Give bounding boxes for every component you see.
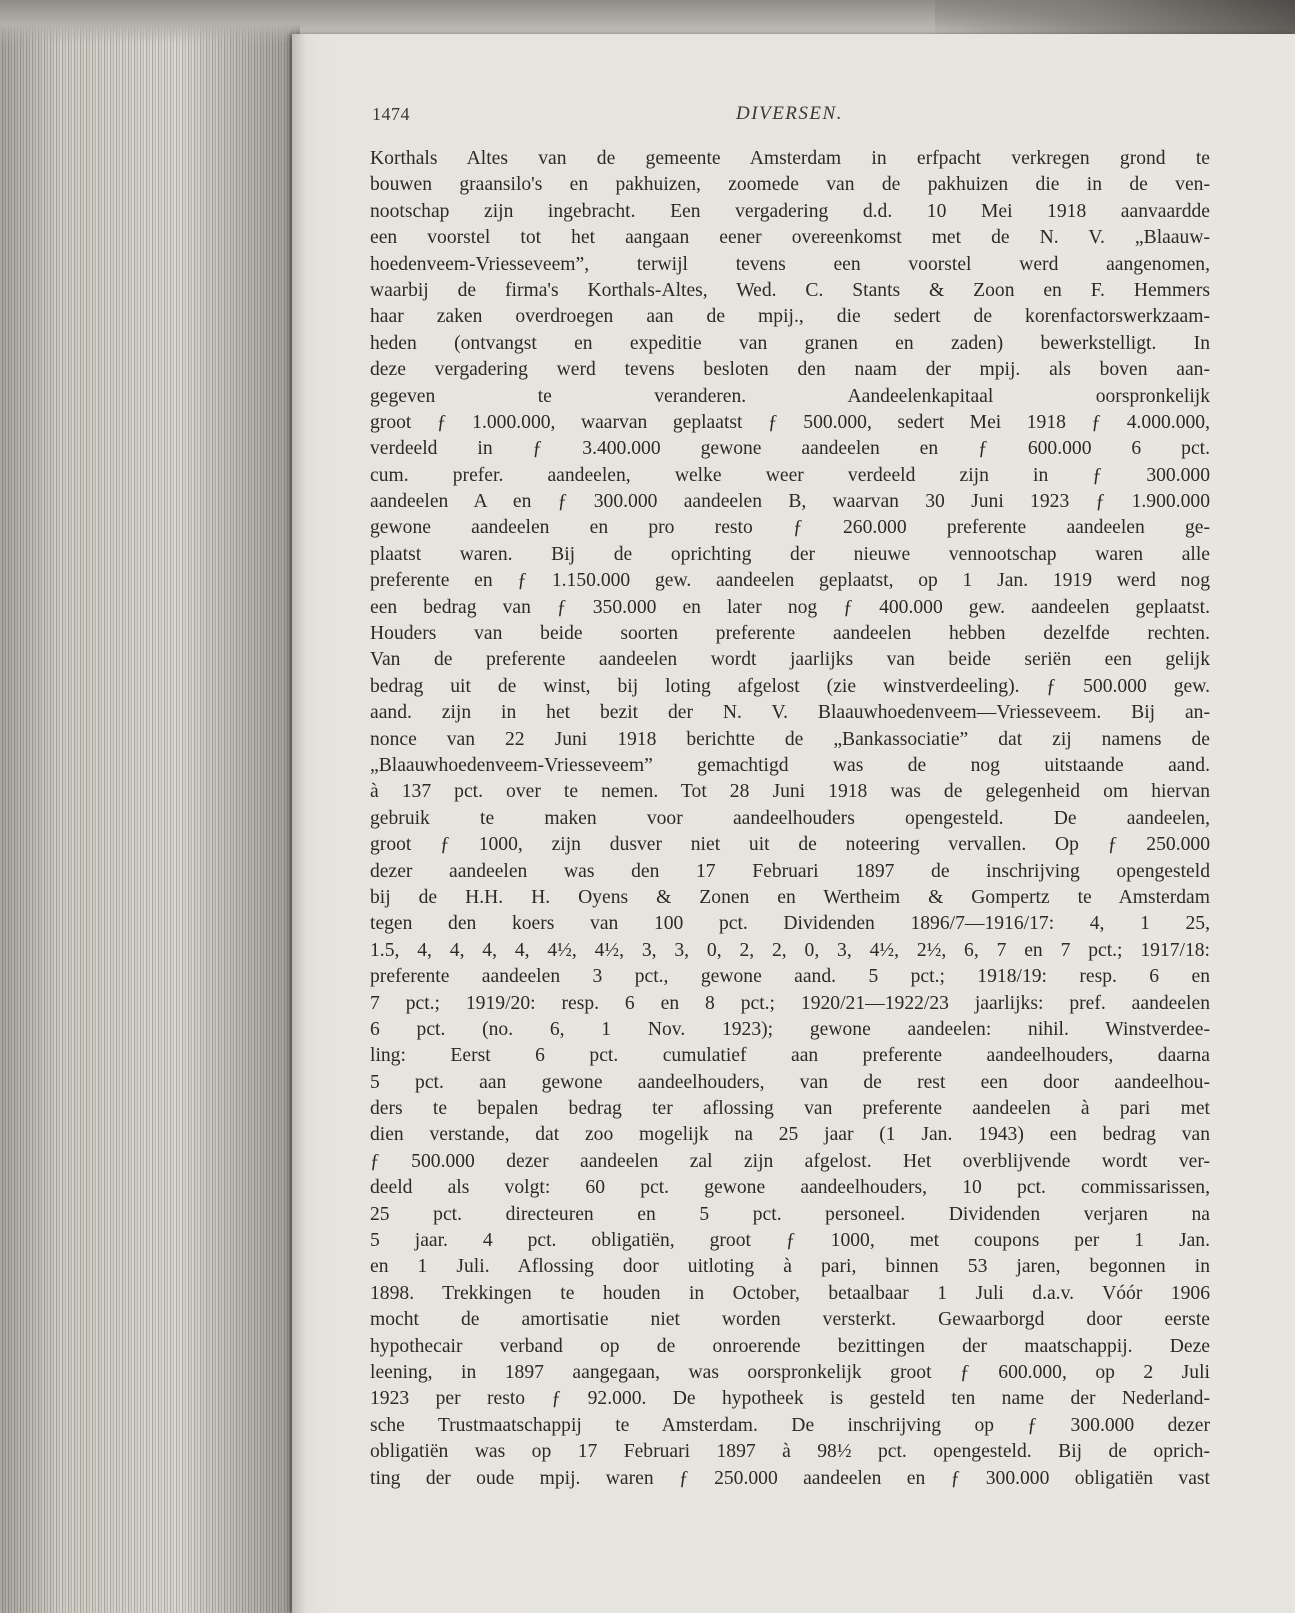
printed-page <box>292 34 1295 1613</box>
text-line: 1923 per resto ƒ 92.000. De hypotheek is gesteld ten name der Nederland- <box>370 1388 1210 1410</box>
text-line: plaatst waren. Bij de oprichting der nieuwe vennootschap waren alle <box>370 543 1210 565</box>
text-line: sche Trustmaatschappij te Amsterdam. De inschrijving op ƒ 300.000 dezer <box>370 1414 1210 1436</box>
text-line: deze vergadering werd tevens besloten den naam der mpij. als boven aan- <box>370 359 1210 381</box>
text-line: een voorstel tot het aangaan eener overeenkomst met de N. V. „Blaauw- <box>370 227 1210 249</box>
text-line: 1898. Trekkingen te houden in October, betaalbaar 1 Juli d.a.v. Vóór 1906 <box>370 1282 1210 1304</box>
text-line: dien verstande, dat zoo mogelijk na 25 jaar (1 Jan. 1943) een bedrag van <box>370 1124 1210 1146</box>
text-line: obligatiën was op 17 Februari 1897 à 98½ pct. opengesteld. Bij de oprich- <box>370 1441 1210 1463</box>
text-line: 7 pct.; 1919/20: resp. 6 en 8 pct.; 1920/21—1922/23 jaarlijks: pref. aandeelen <box>370 992 1210 1014</box>
text-line: bij de H.H. H. Oyens & Zonen en Wertheim & Gompertz te Amsterdam <box>370 886 1210 908</box>
text-line: gebruik te maken voor aandeelhouders opengesteld. De aandeelen, <box>370 807 1210 829</box>
text-line: heden (ontvangst en expeditie van granen en zaden) bewerkstelligt. In <box>370 332 1210 354</box>
text-line: leening, in 1897 aangegaan, was oorspronkelijk groot ƒ 600.000, op 2 Juli <box>370 1361 1210 1383</box>
text-line: 1.5, 4, 4, 4, 4, 4½, 4½, 3, 3, 0, 2, 2, 0, 3, 4½, 2½, 6, 7 en 7 pct.; 1917/18: <box>370 939 1210 961</box>
text-line: waarbij de firma's Korthals-Altes, Wed. C. Stants & Zoon en F. Hemmers <box>370 279 1210 301</box>
text-line: 5 pct. aan gewone aandeelhouders, van de rest een door aandeelhou- <box>370 1071 1210 1093</box>
text-line: preferente aandeelen 3 pct., gewone aand. 5 pct.; 1918/19: resp. 6 en <box>370 966 1210 988</box>
text-line: 25 pct. directeuren en 5 pct. personeel. Dividenden verjaren na <box>370 1203 1210 1225</box>
text-line: 6 pct. (no. 6, 1 Nov. 1923); gewone aandeelen: nihil. Winstverdee- <box>370 1018 1210 1040</box>
text-line: deeld als volgt: 60 pct. gewone aandeelhouders, 10 pct. commissarissen, <box>370 1177 1210 1199</box>
text-line: dezer aandeelen was den 17 Februari 1897 de inschrijving opengesteld <box>370 860 1210 882</box>
text-line: groot ƒ 1000, zijn dusver niet uit de noteering vervallen. Op ƒ 250.000 <box>370 834 1210 856</box>
text-line: gegeven te veranderen. Aandeelenkapitaal oorspronkelijk <box>370 385 1210 407</box>
text-line: bedrag uit de winst, bij loting afgelost (zie winstverdeeling). ƒ 500.000 gew. <box>370 675 1210 697</box>
text-line: à 137 pct. over te nemen. Tot 28 Juni 1918 was de gelegenheid om hiervan <box>370 781 1210 803</box>
text-line: „Blaauwhoedenveem-Vriesseveem” gemachtigd was de nog uitstaande aand. <box>370 754 1210 776</box>
text-line: ƒ 500.000 dezer aandeelen zal zijn afgelost. Het overblijvende wordt ver- <box>370 1150 1210 1172</box>
book-edge-shadow <box>0 0 300 1613</box>
text-line: ling: Eerst 6 pct. cumulatief aan preferente aandeelhouders, daarna <box>370 1045 1210 1067</box>
text-line: cum. prefer. aandeelen, welke weer verdeeld zijn in ƒ 300.000 <box>370 464 1210 486</box>
text-line: Van de preferente aandeelen wordt jaarlijks van beide seriën een gelijk <box>370 649 1210 671</box>
text-line: aand. zijn in het bezit der N. V. Blaauwhoedenveem—Vriesseveem. Bij an- <box>370 702 1210 724</box>
text-line: verdeeld in ƒ 3.400.000 gewone aandeelen en ƒ 600.000 6 pct. <box>370 438 1210 460</box>
text-line: gewone aandeelen en pro resto ƒ 260.000 preferente aandeelen ge- <box>370 517 1210 539</box>
body-text <box>370 146 1210 1492</box>
text-line: ting der oude mpij. waren ƒ 250.000 aandeelen en ƒ 300.000 obligatiën vast <box>370 1467 1210 1489</box>
text-line: nootschap zijn ingebracht. Een vergadering d.d. 10 Mei 1918 aanvaardde <box>370 200 1210 222</box>
text-line: ders te bepalen bedrag ter aflossing van preferente aandeelen à pari met <box>370 1098 1210 1120</box>
text-line: Houders van beide soorten preferente aandeelen hebben dezelfde rechten. <box>370 623 1210 645</box>
text-line: Korthals Altes van de gemeente Amsterdam in erfpacht verkregen grond te <box>370 148 1210 169</box>
text-line: nonce van 22 Juni 1918 berichtte de „Bankassociatie” dat zij namens de <box>370 728 1210 750</box>
text-line: preferente en ƒ 1.150.000 gew. aandeelen geplaatst, op 1 Jan. 1919 werd nog <box>370 570 1210 592</box>
text-line: hypothecair verband op de onroerende bezittingen der maatschappij. Deze <box>370 1335 1210 1357</box>
text-line: hoedenveem-Vriesseveem”, terwijl tevens een voorstel werd aangenomen, <box>370 253 1210 275</box>
text-line: groot ƒ 1.000.000, waarvan geplaatst ƒ 500.000, sedert Mei 1918 ƒ 4.000.000, <box>370 411 1210 433</box>
text-line: 5 jaar. 4 pct. obligatiën, groot ƒ 1000, met coupons per 1 Jan. <box>370 1230 1210 1252</box>
running-head: DIVERSEN. <box>736 103 843 124</box>
text-line: bouwen graansilo's en pakhuizen, zoomede van de pakhuizen die in de ven- <box>370 174 1210 196</box>
text-line: tegen den koers van 100 pct. Dividenden 1896/7—1916/17: 4, 1 25, <box>370 913 1210 935</box>
page-header <box>372 104 1207 134</box>
text-line: en 1 Juli. Aflossing door uitloting à pari, binnen 53 jaren, begonnen in <box>370 1256 1210 1278</box>
text-line: een bedrag van ƒ 350.000 en later nog ƒ 400.000 gew. aandeelen geplaatst. <box>370 596 1210 618</box>
text-line: haar zaken overdroegen aan de mpij., die sedert de korenfactorswerkzaam- <box>370 306 1210 328</box>
page-number: 1474 <box>372 104 410 124</box>
text-line: mocht de amortisatie niet worden versterkt. Gewaarborgd door eerste <box>370 1309 1210 1331</box>
text-line: aandeelen A en ƒ 300.000 aandeelen B, waarvan 30 Juni 1923 ƒ 1.900.000 <box>370 491 1210 513</box>
